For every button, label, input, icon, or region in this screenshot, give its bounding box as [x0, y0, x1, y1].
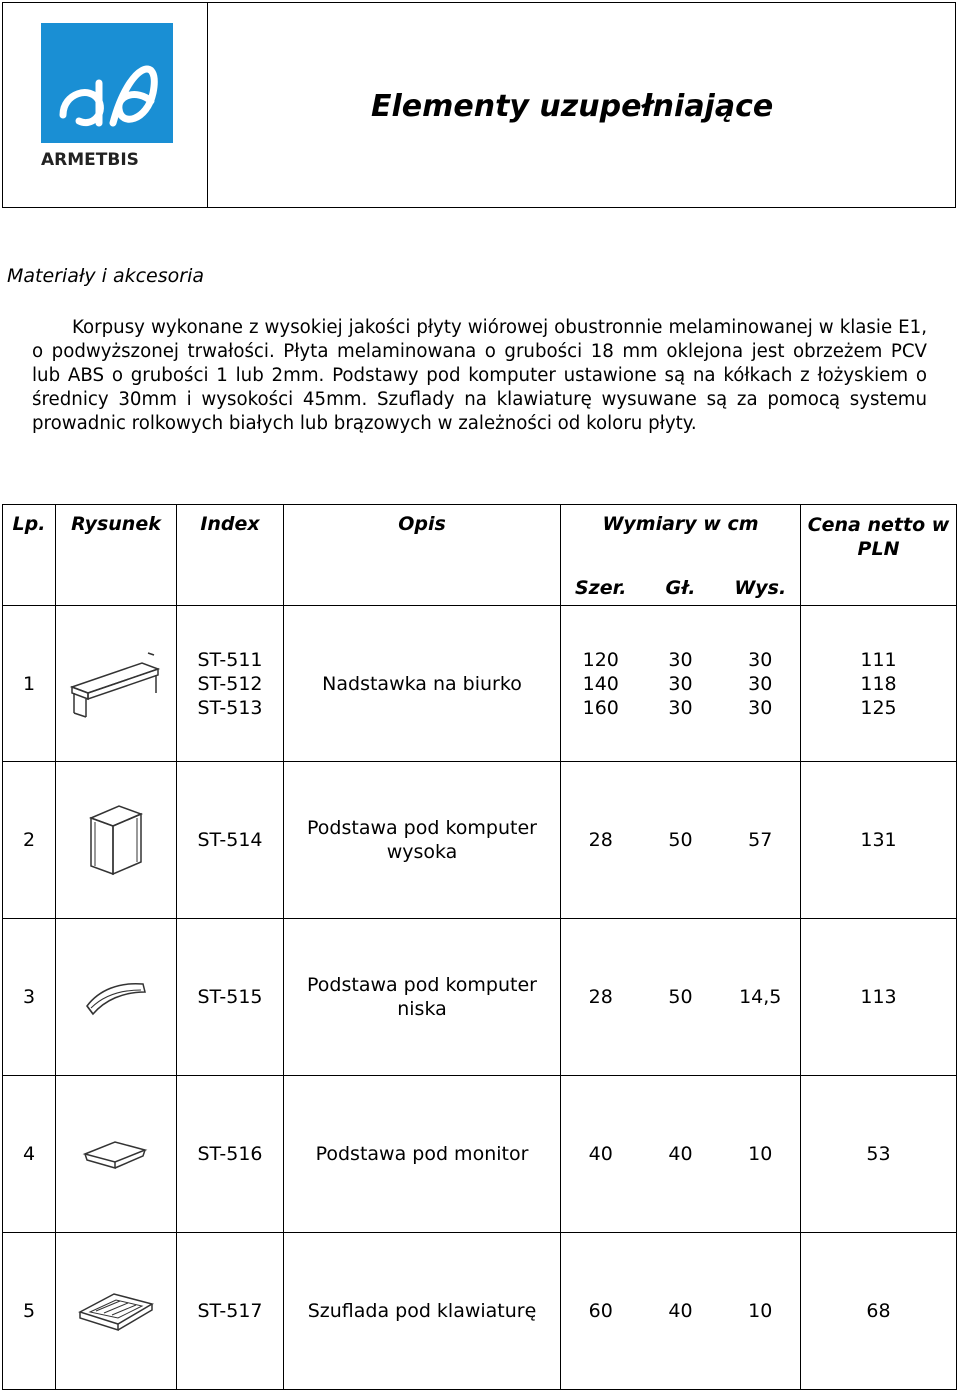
- row-description: Podstawa pod monitor: [284, 1076, 561, 1233]
- row-index: ST-516: [177, 1076, 284, 1233]
- header-index: Index: [177, 505, 284, 606]
- row-lp: 1: [3, 606, 56, 762]
- tall-computer-stand-icon: [81, 800, 151, 880]
- page-header: [2, 2, 956, 208]
- row-depth: 40: [641, 1076, 721, 1233]
- row-index: ST-515: [177, 919, 284, 1076]
- keyboard-drawer-icon: [76, 1286, 156, 1336]
- row-depth: 30 30 30: [641, 606, 721, 762]
- row-description: Podstawa pod komputer niska: [284, 919, 561, 1076]
- row-price: 131: [801, 762, 957, 919]
- row-depth: 50: [641, 762, 721, 919]
- row-height: 57: [721, 762, 801, 919]
- header-description: Opis: [284, 505, 561, 606]
- row-height: 10: [721, 1233, 801, 1390]
- header-price: Cena netto w PLN: [801, 505, 957, 606]
- section-title: Materiały i akcesoria: [7, 265, 205, 287]
- table-row: [3, 606, 957, 762]
- row-index: ST-517: [177, 1233, 284, 1390]
- logo-text: ARMETBIS: [41, 150, 139, 170]
- logo: [3, 3, 208, 207]
- row-drawing: [56, 606, 177, 762]
- header-width: Szer.: [561, 571, 641, 606]
- row-drawing: [56, 762, 177, 919]
- ab-logo-icon: [41, 23, 173, 171]
- page-title: Elementy uzupełniające: [371, 89, 774, 124]
- header-lp: Lp.: [3, 505, 56, 606]
- row-description: Szuflada pod klawiaturę: [284, 1233, 561, 1390]
- row-drawing: [56, 919, 177, 1076]
- row-width: 28: [561, 762, 641, 919]
- row-width: 120 140 160: [561, 606, 641, 762]
- row-lp: 5: [3, 1233, 56, 1390]
- low-computer-stand-icon: [81, 972, 151, 1022]
- header-drawing: Rysunek: [56, 505, 177, 606]
- row-height: 10: [721, 1076, 801, 1233]
- row-width: 28: [561, 919, 641, 1076]
- row-lp: 2: [3, 762, 56, 919]
- row-index: ST-511 ST-512 ST-513: [177, 606, 284, 762]
- products-table: [2, 504, 957, 1390]
- row-width: 40: [561, 1076, 641, 1233]
- materials-paragraph: Korpusy wykonane z wysokiej jakości płyty wiórowej obustronnie melaminowanej w klasie E1, o podwyższonej trwałości. Płyta melaminowana o grubości 18 mm oklejona jest obrzeżem PCV lub ABS o grubości 1 lub 2mm. Podstawy pod komputer ustawione są na kółkach z łożyskiem o średnicy 30mm i wysokości 45mm. Szuflady na klawiaturę wysuwane są za pomocą systemu prowadnic rolkowych białych lub brązowych w zależności od koloru płyty.: [32, 317, 927, 434]
- row-index: ST-514: [177, 762, 284, 919]
- table-row: [3, 1233, 957, 1390]
- row-price: 111 118 125: [801, 606, 957, 762]
- row-depth: 50: [641, 919, 721, 1076]
- table-row: [3, 762, 957, 919]
- row-lp: 4: [3, 1076, 56, 1233]
- row-height: 14,5: [721, 919, 801, 1076]
- monitor-stand-icon: [81, 1134, 151, 1174]
- row-price: 113: [801, 919, 957, 1076]
- row-drawing: [56, 1076, 177, 1233]
- header-dimensions: Wymiary w cm: [561, 505, 801, 572]
- row-width: 60: [561, 1233, 641, 1390]
- header-depth: Gł.: [641, 571, 721, 606]
- row-price: 53: [801, 1076, 957, 1233]
- row-depth: 40: [641, 1233, 721, 1390]
- header-height: Wys.: [721, 571, 801, 606]
- table-row: [3, 1076, 957, 1233]
- desk-shelf-icon: [66, 649, 166, 719]
- row-price: 68: [801, 1233, 957, 1390]
- row-description: Podstawa pod komputer wysoka: [284, 762, 561, 919]
- row-height: 30 30 30: [721, 606, 801, 762]
- row-description: Nadstawka na biurko: [284, 606, 561, 762]
- row-drawing: [56, 1233, 177, 1390]
- table-row: [3, 919, 957, 1076]
- row-lp: 3: [3, 919, 56, 1076]
